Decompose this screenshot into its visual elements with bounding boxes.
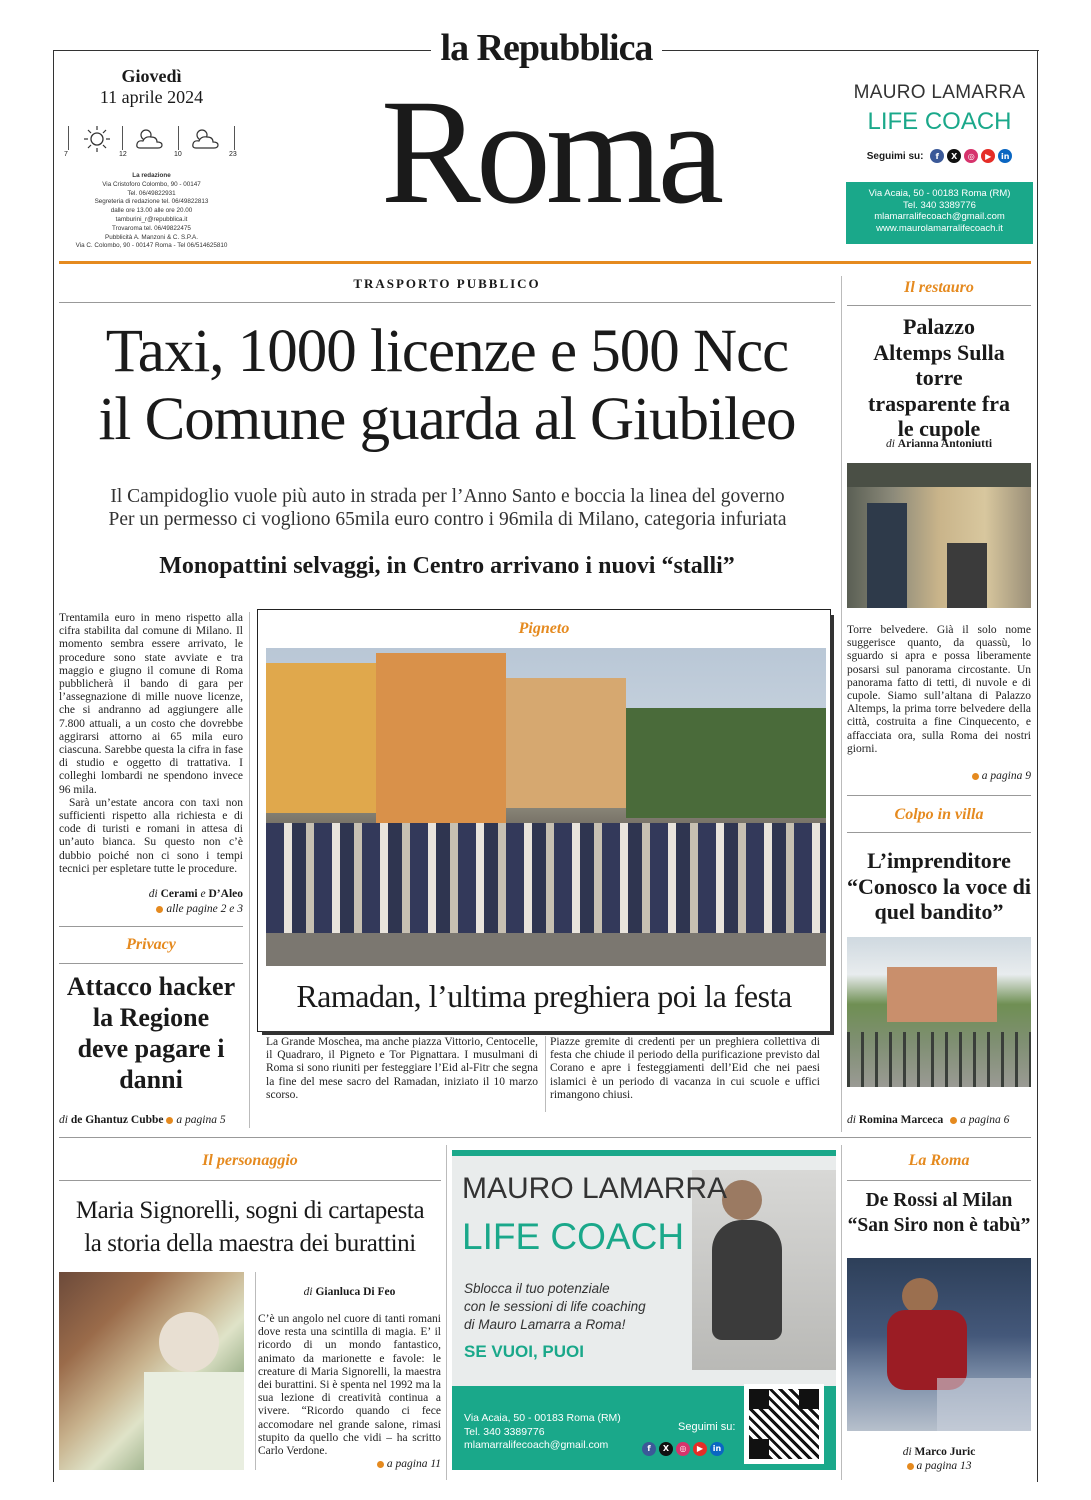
lead-author-1[interactable]: Cerami — [160, 888, 198, 900]
pigneto-kicker: Pigneto — [518, 620, 570, 637]
lead-headline-line-1: Taxi, 1000 licenze e 500 Ncc — [105, 318, 789, 385]
cloud-sun-icon — [132, 124, 168, 154]
restauro-body: Torre belvedere. Già il solo nome suggerisce quanto, da quassù, lo sguardo si apra e possa liberamente posarsi sul panorama circostante. Un panorama fatto di tetti, di nuvole e di cupole. Siamo sull’altana di Palazzo Altemps, la prima torre belvedere della città, costruita a fine Cinquecento, e affacciata ora, sulla Roma dei nostri giorni. — [847, 624, 1031, 755]
ad-top-contact — [846, 182, 1033, 244]
redazione-line: Tel. 06/49822931 — [127, 189, 176, 197]
redazione-box — [60, 172, 243, 251]
date-full: 11 aprile 2024 — [99, 87, 204, 107]
ad-bottom-name: MAURO LAMARRA — [462, 1172, 728, 1205]
second-headline: Monopattini selvaggi, in Centro arrivano i nuovi “stalli” — [159, 553, 735, 579]
restauro-page[interactable]: a pagina 9 — [847, 770, 1031, 782]
cloud-sun-icon — [188, 124, 224, 154]
personaggio-page[interactable]: a pagina 11 — [258, 1458, 441, 1470]
instagram-icon[interactable]: ◎ — [676, 1442, 690, 1456]
youtube-icon[interactable]: ▶ — [981, 149, 995, 163]
lead-headline-line-2: il Comune guarda al Giubileo — [98, 386, 796, 453]
lead-author-2[interactable]: D’Aleo — [208, 888, 243, 900]
redazione-line: Segreteria di redazione tel. 06/49822813 — [94, 198, 209, 206]
redazione-line: Trovaroma tel. 06/49822475 — [112, 224, 191, 232]
ad-bottom-follow: Seguimi su: — [678, 1421, 736, 1433]
privacy-author[interactable]: de Ghantuz Cubbe — [70, 1114, 164, 1126]
personaggio-author[interactable]: Gianluca Di Feo — [315, 1286, 396, 1298]
temp-2-high: 23 — [229, 151, 237, 158]
ad-bottom[interactable] — [452, 1150, 836, 1470]
personaggio-kicker: Il personaggio — [202, 1152, 298, 1169]
pigneto-headline[interactable]: Ramadan, l’ultima preghiera poi la festa — [296, 978, 792, 1014]
linkedin-icon[interactable]: in — [710, 1442, 724, 1456]
redazione-line: Via Cristoforo Colombo, 90 - 00147 — [102, 180, 201, 188]
temp-1-high: 12 — [119, 151, 127, 158]
weather-strip — [62, 122, 242, 162]
laroma-kicker: La Roma — [908, 1152, 970, 1169]
redazione-line: tamburini_r@repubblica.it — [115, 215, 188, 223]
redazione-line: Via C. Colombo, 90 - 00147 Roma - Tel 06/514625810 — [75, 242, 228, 250]
lead-subheadline — [45, 485, 850, 531]
ramadan-prayer-photo[interactable] — [266, 648, 826, 966]
lead-section-label: TRASPORTO PUBBLICO — [353, 276, 541, 291]
villa-byline: di Romina Marceca a pagina 6 — [847, 1114, 1010, 1126]
qr-code-icon[interactable] — [744, 1384, 824, 1464]
redazione-line: Pubblicità A. Manzoni & C. S.P.A. — [105, 233, 198, 241]
orange-rule — [59, 261, 1031, 264]
redazione-line: dalle ore 13.00 alle ore 20.00 — [110, 207, 193, 215]
restauro-kicker: Il restauro — [904, 279, 974, 296]
x-icon[interactable]: X — [659, 1442, 673, 1456]
lead-body-p1: Trentamila euro in meno rispetto alla cifra stabilita dal comune di Milano. Il momento sembra essere arrivato, le procedure sono state avviate e tra maggio e giugno il comune di Roma pubblicherà il bando di gara per l’assegnazione di mille nuove licenze, che si andranno ad aggiungere alle 7.800 attuali, a un costo che dovrebbe aggirarsi attorno ai 65 mila euro ciascuna. Sarebbe questa la cifra in fase di studio e oggetto di trattativa. I colleghi lombardi ne spendono invece 96 mila. — [59, 612, 243, 796]
ad-top[interactable] — [846, 64, 1033, 244]
de-rossi-photo[interactable] — [847, 1258, 1031, 1431]
temp-2-low: 10 — [174, 151, 182, 158]
city-title: Roma — [380, 69, 720, 235]
ad-top-title: LIFE COACH — [867, 108, 1012, 135]
x-icon[interactable]: X — [947, 149, 961, 163]
lead-sub-line-2: Per un permesso ci vogliono 65mila euro contro i 96mila di Milano, categoria infuriata — [108, 509, 787, 530]
facebook-icon[interactable]: f — [930, 149, 944, 163]
privacy-kicker: Privacy — [126, 936, 176, 953]
restauro-author[interactable]: Arianna Antoniutti — [897, 438, 993, 450]
lead-pages[interactable]: alle pagine 2 e 3 — [59, 903, 243, 915]
ad-top-name: MAURO LAMARRA — [853, 82, 1026, 103]
burattini-photo[interactable] — [59, 1272, 244, 1470]
linkedin-icon[interactable]: in — [998, 149, 1012, 163]
pigneto-col-1: La Grande Moschea, ma anche piazza Vittorio, Centocelle, il Quadraro, il Pigneto e Tor Pignattara. I musulmani di Roma si sono riuniti per festeggiare l’Eid al-Fitr che segna la fine del mese sacro del Ramadan, iniziato il 10 marzo scorso. — [266, 1036, 538, 1101]
redazione-title: La redazione — [132, 172, 171, 179]
brand-logo: la Repubblica — [440, 27, 653, 69]
restauro-byline: di Arianna Antoniutti — [885, 438, 993, 450]
privacy-headline[interactable]: Attacco hacker la Regione deve pagare i danni — [66, 972, 236, 1094]
laroma-author[interactable]: Marco Juric — [914, 1446, 976, 1458]
ad-top-follow: Seguimi su: — [866, 150, 924, 162]
ad-top-address: Via Acaia, 50 - 00183 Roma (RM) — [868, 188, 1011, 199]
ad-bottom-tagline: Sblocca il tuo potenziale con le sessioni di life coaching di Mauro Lamarra a Roma! — [464, 1281, 646, 1332]
lead-body-p2: Sarà un’estate ancora con taxi non sufficienti rispetto alla richiesta e di code di turisti e romani in attesa di un’auto bianca. Su questo non c’è dubbio poiché non ci sono i tempi tecnici per espletare tutte le procedure. — [59, 796, 243, 875]
villa-headline[interactable]: L’imprenditore “Conosco la voce di quel bandito” — [847, 848, 1031, 924]
palazzo-altemps-photo[interactable] — [847, 463, 1031, 608]
laroma-page[interactable]: a pagina 13 — [847, 1460, 1031, 1472]
villa-page[interactable]: a pagina 6 — [960, 1114, 1010, 1126]
laroma-byline: di Marco Juric — [902, 1446, 976, 1458]
personaggio-headline-line-2: la storia della maestra dei burattini — [84, 1230, 416, 1257]
ad-bottom-motto: SE VUOI, PUOI — [464, 1342, 584, 1361]
temp-1-low: 7 — [64, 151, 68, 158]
pigneto-col-2: Piazze gremite di credenti per un preghiera collettiva di festa che chiude il periodo della purificazione previsto dal Corano e apre i festeggiamenti dell’Eid che nei paesi islamici è un periodo di vacanza in cui scuole e uffici rimangono chiusi. — [550, 1036, 820, 1101]
ad-bottom-address: Via Acaia, 50 - 00183 Roma (RM) — [464, 1412, 621, 1424]
ad-bottom-phone: Tel. 340 3389776 — [464, 1425, 545, 1438]
villa-kicker: Colpo in villa — [894, 806, 984, 823]
sun-icon — [80, 124, 114, 154]
villa-author[interactable]: Romina Marceca — [858, 1114, 944, 1126]
privacy-page[interactable]: a pagina 5 — [176, 1114, 226, 1126]
date-day: Giovedì — [121, 66, 182, 86]
ad-top-phone: Tel. 340 3389776 — [903, 199, 976, 211]
lead-headline — [59, 318, 835, 454]
personaggio-byline: di Gianluca Di Feo — [303, 1286, 396, 1298]
ad-top-email[interactable]: mlamarralifecoach@gmail.com — [874, 211, 1005, 222]
privacy-byline: di de Ghantuz Cubbe a pagina 5 — [59, 1114, 226, 1126]
instagram-icon[interactable]: ◎ — [964, 149, 978, 163]
ad-top-web[interactable]: www.maurolamarralifecoach.it — [876, 222, 1003, 234]
ad-bottom-title: LIFE COACH — [462, 1216, 685, 1257]
personaggio-headline[interactable] — [55, 1194, 445, 1260]
personaggio-headline-line-1: Maria Signorelli, sogni di cartapesta — [75, 1197, 425, 1224]
ad-bottom-contact — [464, 1412, 621, 1453]
youtube-icon[interactable]: ▶ — [693, 1442, 707, 1456]
laroma-headline[interactable]: De Rossi al Milan “San Siro non è tabù” — [847, 1190, 1031, 1236]
ad-bottom-email[interactable]: mlamarralifecoach@gmail.com — [464, 1439, 609, 1451]
villa-photo[interactable] — [847, 937, 1031, 1087]
lead-byline: di Cerami e D’Aleo — [148, 888, 243, 900]
facebook-icon[interactable]: f — [642, 1442, 656, 1456]
lead-sub-line-1: Il Campidoglio vuole più auto in strada per l’Anno Santo e boccia la linea del governo — [110, 486, 785, 507]
lead-body — [59, 612, 243, 876]
restauro-headline[interactable]: Palazzo Altemps Sulla torre trasparente fra le cupole — [868, 314, 1010, 441]
personaggio-body: C’è un angolo nel cuore di tanti romani dove resta una scintilla di magia. E’ il ricordo di un mondo fantastico, animato da marionette e favole: le creature di Maria Signorelli, la maestra dei burattini. Si è spenta nel 1992 ma la sua lezione di creatività continua a vivere. “Ricordo quando ci fece accomodare nel grande salone, rimasi stupito da quello che vidi – ha scritto Carlo Verdone. — [258, 1313, 441, 1458]
